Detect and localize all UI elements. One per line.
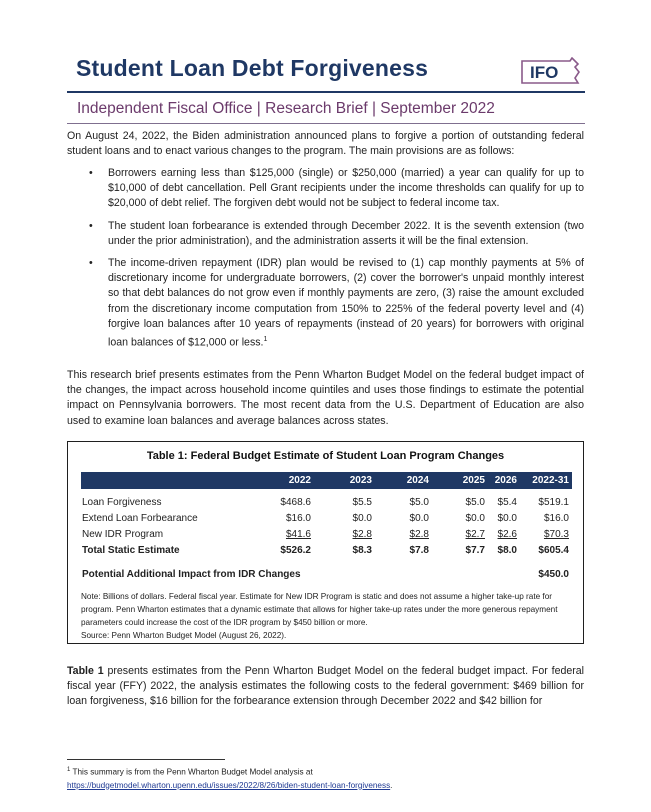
- research-paragraph: This research brief presents estimates from the Penn Wharton Budget Model on the federal budget impact of the changes, the impact across household income quintiles and uses those findings to estimate the potential impact on Pennsylvania borrowers. The most recent data from the U.S. Department of Education are also used to examine loan balances and average balances across states.: [67, 369, 584, 427]
- table-row: New IDR Program $41.6 $2.8 $2.8 $2.7 $2.6 $70.3: [82, 529, 569, 540]
- column-header: 2022: [288, 475, 311, 486]
- bullet-icon: •: [89, 219, 93, 232]
- title-rule: [67, 91, 585, 93]
- table-title: Table 1: Federal Budget Estimate of Student Loan Program Changes: [146, 450, 505, 462]
- column-header: 2026: [494, 475, 517, 486]
- table-header-row: [81, 472, 572, 489]
- table-row: Extend Loan Forbearance $16.0 $0.0 $0.0 $0.0 $0.0 $16.0: [82, 513, 569, 524]
- bullet-icon: •: [89, 167, 93, 179]
- table-note: Note: Billions of dollars. Federal fiscal year. Estimate for New IDR Program is static and does not assume a higher take-up rate for program. Penn Wharton estimates that a dynamic estimate that allows for higher take-up rates under the more generous repayment parameters could increase the cost of the IDR program by $450 billion or more. Source: Penn Wharton Budget Model (August 26, 2022).: [81, 590, 572, 642]
- budget-table: [67, 441, 584, 644]
- ifo-logo: [520, 57, 582, 87]
- footnote: $^1$ This summary is from the Penn Wharton Budget Model analysis at https://budgetmodel.wharton.upenn.edu/issues/2022/8/26/biden-student-loan-forgiveness.: [67, 767, 393, 790]
- list-item: • The income-driven repayment (IDR) plan would be revised to (1) cap monthly payments at 5% of discretionary income for undergraduate borrowers, (2) cover the borrower's unpaid monthly interest so that debt balances do not grow even if monthly payments are zero, (3) raise the amount excluded from the discretionary income computation from 150% to 225% of the federal poverty level and (4) forgive loan balances after 10 years of repayments (instead of 20 years) for borrowers with original loan balances of $12,000 or less.$^1$: [89, 257, 584, 349]
- provisions-list: [67, 166, 584, 358]
- table-total-row: Total Static Estimate $526.2 $8.3 $7.8 $7.7 $8.0 $605.4: [82, 545, 569, 556]
- list-item: • The student loan forbearance is extended through December 2022. It is the seventh extension (two under the prior administration), and the administration asserts it will be the final extension.: [89, 219, 584, 247]
- column-header: 2022-31: [532, 475, 569, 486]
- column-header: 2025: [462, 475, 485, 486]
- subtitle-rule: [67, 123, 585, 124]
- list-item: • Borrowers earning less than $125,000 (single) or $250,000 (married) a year can qualify for up to $10,000 of debt cancellation. Pell Grant recipients under the income thresholds can qualify for up to $20,000 of debt relief. The forgiven debt would not be subject to federal income tax.: [89, 167, 584, 210]
- source-link[interactable]: https://budgetmodel.wharton.upenn.edu/issues/2022/8/26/biden-student-loan-forgiveness: [67, 780, 391, 790]
- table-row: Loan Forgiveness $468.6 $5.5 $5.0 $5.0 $5.4 $519.1: [82, 497, 569, 508]
- table-additional-impact-row: Potential Additional Impact from IDR Changes $450.0: [82, 569, 569, 580]
- logo-text: IFO: [530, 63, 559, 82]
- footnote-rule: [67, 759, 225, 760]
- document-title: Student Loan Debt Forgiveness: [76, 55, 429, 81]
- footnote-marker: 1: [263, 336, 268, 344]
- intro-paragraph: On August 24, 2022, the Biden administration announced plans to forgive a portion of outstanding federal student loans and to enact various changes to the program. The main provisions are as follows:: [67, 130, 584, 158]
- column-header: 2023: [349, 475, 372, 486]
- bullet-icon: •: [89, 257, 93, 270]
- table-discussion-paragraph: Table 1 presents estimates from the Penn Wharton Budget Model on the federal budget impact. For federal fiscal year (FFY) 2022, the analysis estimates the following costs to the federal government: $469 billion for loan forgiveness, $16 billion for the forbearance extension through December 2022 and $42 billion for: [67, 665, 585, 708]
- brief-subtitle: Independent Fiscal Office | Research Brief | September 2022: [77, 100, 495, 117]
- table-source: Source: Penn Wharton Budget Model (August 26, 2022).: [81, 631, 287, 640]
- column-header: 2024: [406, 475, 429, 486]
